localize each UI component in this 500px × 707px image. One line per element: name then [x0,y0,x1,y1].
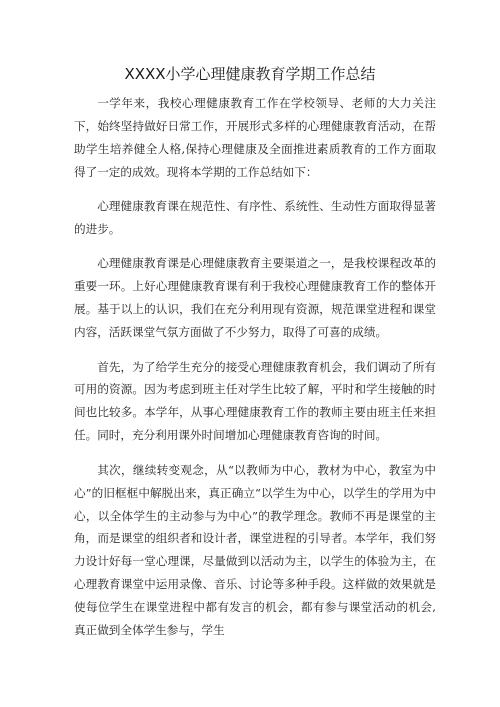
paragraph-course-importance: 心理健康教育课是心理健康教育主要渠道之一，是我校课程改革的重要一环。上好心理健康教育课有利于我校心理健康教育工作的整体开展。基于以上的认识，我们在充分利用现有资源，规范课堂进程和课堂内容，活跃课堂气氛方面做了不少努力，取得了可喜的成绩。 [74,256,436,340]
paragraph-course-progress: 心理健康教育课在规范性、有序性、系统性、生动性方面取得显著的进步。 [74,199,436,237]
paragraph-first-point: 首先，为了给学生充分的接受心理健康教育机会，我们调动了所有可用的资源。因为考虑到班主任对学生比较了解，平时和学生接触的时间也比较多。本学年，从事心理健康教育工作的教师主要由班主任来担任。同时，充分利用课外时间增加心理健康教育咨询的时间。 [74,359,436,443]
document-title: XXXX小学心理健康教育学期工作总结 [124,65,376,83]
paragraph-second-point: 其次，继续转变观念，从“以教师为中心，教材为中心，教室为中心”的旧框框中解脱出来，真正确立“以学生为中心，以学生的学用为中心，以全体学生的主动参与为中心”的教学理念。教师不再是课堂的主角，而是课堂的组织者和设计者，课堂进程的引导者。本学年，我们努力设计好每一堂心理课，尽量做到以活动为主，以学生的体验为主，在心理教育课堂中运用录像、音乐、讨论等多种手段。这样做的效果就是使每位学生在课堂进程中都有发言的机会，都有参与课堂活动的机会,真正做到全体学生参与，学生 [74,462,436,638]
document-body [74,92,436,653]
paragraph-intro: 一学年来，我校心理健康教育工作在学校领导、老师的大力关注下，始终坚持做好日常工作，开展形式多样的心理健康教育活动，在帮助学生培养健全人格,保持心理健康及全面推进素质教育的工作方面取得了一定的成效。现将本学期的工作总结如下： [74,96,436,179]
